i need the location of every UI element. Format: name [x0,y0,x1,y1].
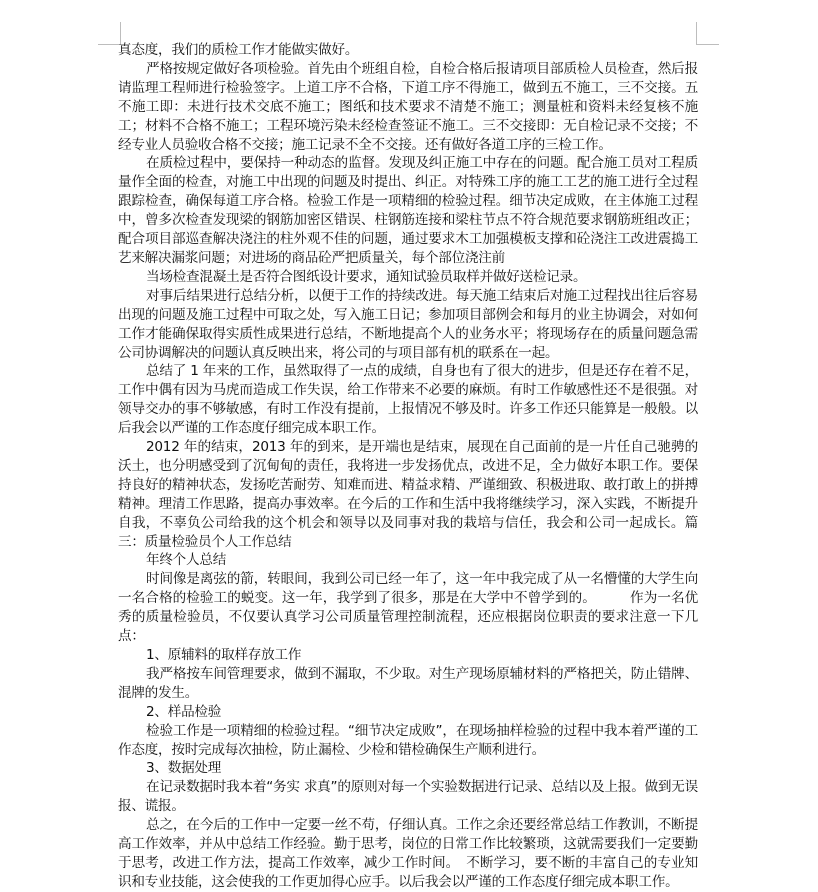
document-body [118,41,698,892]
paragraph: 检验工作是一项精细的检验过程。“细节决定成败”，在现场抽样检验的过程中我本着严谨的工作态度，按时完成每次抽检，防止漏检、少检和错检确保生产顺利进行。 [118,722,698,758]
paragraph: 2012 年的结束，2013 年的到来，是开端也是结束，展现在自己面前的是一片任自己驰骋的沃土，也分明感受到了沉甸甸的责任，我将进一步发扬优点，改进不足，全力做好本职工作。要保持良好的精神状态，发扬吃苦耐劳、知难而进、精益求精、严谨细致、积极进取、敢打敢上的拼搏精神。理清工作思路，提高办事效率。在今后的工作和生活中我将继续学习，深入实践，不断提升自我，不辜负公司给我的这个机会和领导以及同事对我的栽培与信任，我会和公司一起成长。篇三：质量检验员个人工作总结 [118,439,698,550]
paragraph: 总结了 1 年来的工作，虽然取得了一点的成绩，自身也有了很大的进步，但是还存在着不足，工作中偶有因为马虎而造成工作失误，给工作带来不必要的麻烦。有时工作敏感性还不是很强。对领导交办的事不够敏感，有时工作没有提前，上报情况不够及时。许多工作还只能算是一般般。以后我会以严谨的工作态度仔细完成本职工作。 [118,363,698,437]
crop-mark-top-right-horizontal [696,44,719,45]
paragraph: 总之，在今后的工作中一定要一丝不苟，仔细认真。工作之余还要经常总结工作教训，不断提高工作效率，并从中总结工作经验。勤于思考，岗位的日常工作比较繁琐，这就需要我们一定要勤于思考，改进工作方法，提高工作效率，减少工作时间。 不断学习，要不断的丰富自己的专业知识和专业技能，这会使我的工作更加得心应手。以后我会以严谨的工作态度仔细完成本职工作。 [118,817,698,890]
paragraph: 真态度，我们的质检工作才能做实做好。 [118,42,359,58]
paragraph: 在质检过程中，要保持一种动态的监督。发现及纠正施工中存在的问题。配合施工员对工程质量作全面的检查，对施工中出现的问题及时提出、纠正。对特殊工序的施工工艺的施工进行全过程跟踪检查，确保每道工序合格。检验工作是一项精细的检验过程。细节决定成败，在主体施工过程中，曾多次检查发现梁的钢筋加密区错误、柱钢筋连接和梁柱节点不符合规范要求钢筋班组改正；配合项目部巡查解决浇注的柱外观不佳的问题，通过要求木工加强模板支撑和砼浇注工改进震捣工艺来解决漏浆问题；对进场的商品砼严把质量关，每个部位浇注前 [118,155,698,266]
paragraph: 我严格按车间管理要求，做到不漏取，不少取。对生产现场原辅材料的严格把关，防止错牌、混牌的发生。 [118,665,698,701]
list-heading: 1、原辅料的取样存放工作 [146,647,302,663]
list-heading: 2、样品检验 [146,703,222,720]
paragraph: 当场检查混凝土是否符合图纸设计要求，通知试验员取样并做好送检记录。 [146,268,587,285]
section-heading: 年终个人总结 [146,552,227,569]
paragraph: 在记录数据时我本着“务实 求真”的原则对每一个实验数据进行记录、总结以及上报。做到无误报、谎报。 [118,779,698,815]
paragraph: 时间像是离弦的箭，转眼间，我到公司已经一年了，这一年中我完成了从一名懵懂的大学生向一名合格的检验工的蜕变。这一年，我学到了很多，那是在大学中不曾学到的。 作为一名优秀的质量检验员，不仅要认真学习公司质量管理控制流程，还应根据岗位职责的要求注意一下几点： [118,571,698,645]
paragraph: 严格按规定做好各项检验。首先由个班组自检，自检合格后报请项目部质检人员检查，然后报请监理工程师进行检验签字。上道工序不合格，下道工序不得施工，做到五不施工，三不交接。五不施工即：未进行技术交底不施工；图纸和技术要求不清楚不施工；测量桩和资料未经复核不施工；材料不合格不施工；工程环境污染未经检查签证不施工。三不交接即：无自检记录不交接；不经专业人员验收合格不交接；施工记录不全不交接。还有做好各道工序的三检工作。 [118,60,698,153]
paragraph: 对事后结果进行总结分析，以便于工作的持续改进。每天施工结束后对施工过程找出往后容易出现的问题及施工过程中可取之处，写入施工日记；参加项目部例会和每月的业主协调会，对如何工作才能确保取得实质性成果进行总结，不断地提高个人的业务水平；将现场存在的质量问题急需公司协调解决的问题认真反映出来，将公司的与项目部有机的联系在一起。 [118,287,698,361]
list-heading: 3、数据处理 [146,760,222,777]
